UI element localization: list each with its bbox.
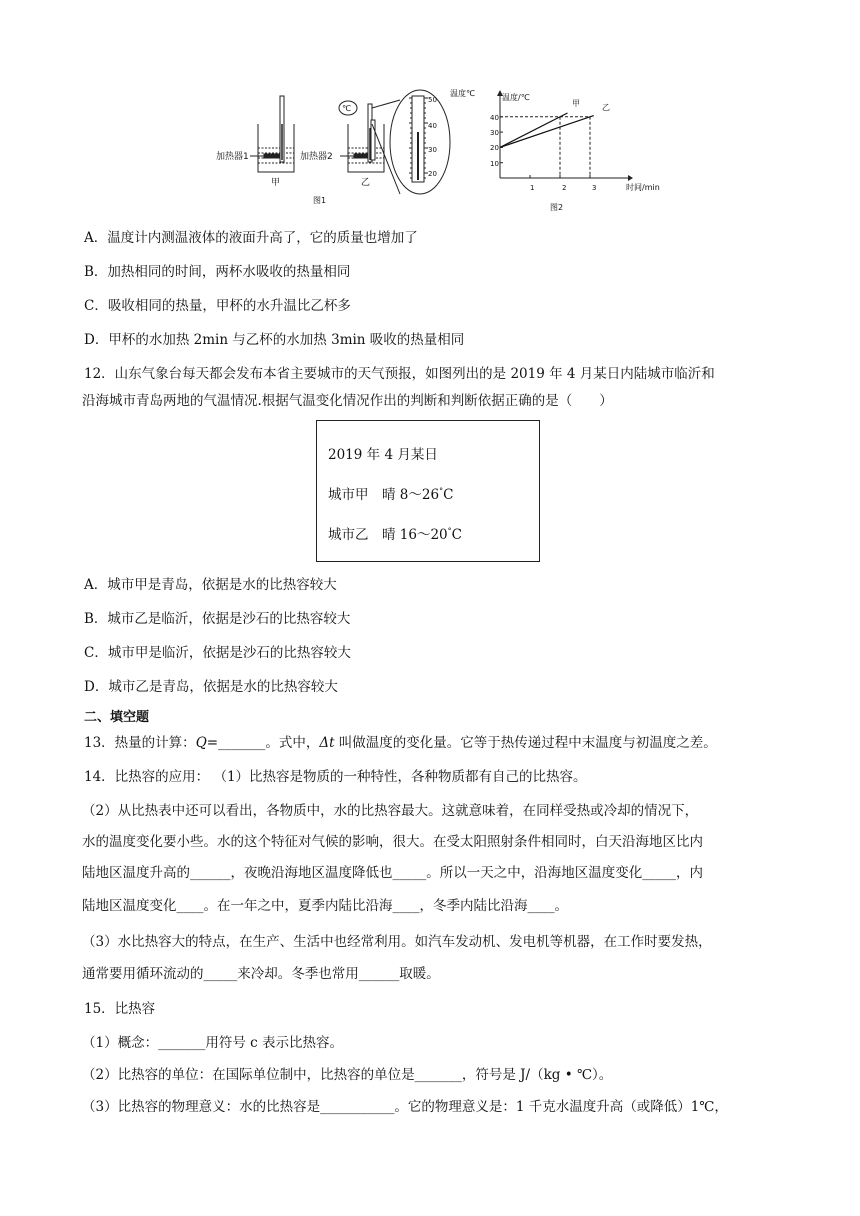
fig2-caption: 图2 [550, 203, 564, 212]
section2-title: 二、填空题 [84, 710, 150, 725]
experiment-figure [210, 84, 670, 214]
q12-option-a: A．城市甲是青岛，依据是水的比热容较大 [84, 577, 337, 593]
graph-ytick-20: 20 [490, 144, 499, 152]
q12-option-d: D．城市乙是青岛，依据是水的比热容较大 [84, 679, 338, 695]
q12-stem-line1: 12．山东气象台每天都会发布本省主要城市的天气预报，如图列出的是 2019 年 4 月某日内陆城市临沂和 [84, 366, 715, 382]
zoom-title: 温度℃ [450, 89, 475, 98]
q11-option-a: A．温度计内测温液体的液面升高了，它的质量也增加了 [84, 230, 418, 246]
zoom-tick-30: 30 [428, 146, 437, 154]
q14-line6: （3）水比热容大的特点，在生产、生活中也经常利用。如汽车发动机、发电机等机器，在工作时要发热， [82, 934, 712, 950]
graph-x-arrow [628, 175, 633, 181]
weather-table [316, 420, 540, 562]
beaker-a-label: 甲 [271, 178, 281, 188]
beaker-a [250, 96, 294, 172]
q14-line2: （2）从比热表中还可以看出，各物质中，水的比热容最大。这就意味着，在同样受热或冷却的情况下， [82, 803, 699, 819]
q12-option-b: B．城市乙是临沂，依据是沙石的比热容较大 [84, 611, 351, 627]
thermo-unit-bubble: ℃ [342, 104, 351, 113]
q15-title: 15．比热容 [84, 1001, 156, 1017]
q12-option-c: C．城市甲是临沂，依据是沙石的比热容较大 [84, 645, 351, 661]
q11-option-d: D．甲杯的水加热 2min 与乙杯的水加热 3min 吸收的热量相同 [84, 332, 465, 348]
heater1-label: 加热器1 [216, 152, 249, 162]
q14-line3: 水的温度变化要小些。水的这个特征对气候的影响，很大。在受太阳照射条件相同时，白天沿海地区比内 [82, 834, 703, 850]
thermometer-zoom [390, 90, 450, 194]
temperature-time-graph [497, 90, 633, 181]
heater2-label: 加热器2 [300, 152, 333, 162]
q14-line5: 陆地区温度变化____。在一年之中，夏季内陆比沿海____，冬季内陆比沿海____。 [82, 898, 568, 914]
q13: 13．热量的计算：Q=_______。式中，Δt 叫做温度的变化量。它等于热传递过程中末温度与初温度之差。 [84, 735, 717, 751]
q12-stem-line2: 沿海城市青岛两地的气温情况.根据气温变化情况作出的判断和判断依据正确的是（ ） [82, 393, 613, 409]
graph-ylabel: 温度/℃ [502, 93, 530, 102]
graph-xtick-2: 2 [562, 184, 567, 192]
q14-line1: 14．比热容的应用： （1）比热容是物质的一种特性，各种物质都有自己的比热容。 [84, 769, 587, 785]
graph-ytick-10: 10 [490, 160, 499, 168]
graph-xtick-1: 1 [530, 184, 535, 192]
weather-city-b: 城市乙 晴 16～20°C [328, 526, 462, 543]
weather-city-a: 城市甲 晴 8～26°C [328, 486, 454, 503]
graph-ytick-40: 40 [490, 114, 499, 122]
graph-xlabel: 时间/min [626, 183, 660, 192]
graph-xtick-3: 3 [592, 184, 597, 192]
series-a-label: 甲 [572, 99, 580, 108]
q15-line1: （1）概念：_______用符号 c 表示比热容。 [82, 1035, 343, 1051]
fig1-caption: 图1 [313, 196, 327, 205]
graph-ytick-30: 30 [490, 129, 499, 137]
q15-line3: （3）比热容的物理意义：水的比热容是___________。它的物理意义是：1 千克水温度升高（或降低）1℃， [82, 1099, 728, 1115]
zoom-tick-40: 40 [428, 122, 437, 130]
q14-line4: 陆地区温度升高的______，夜晚沿海地区温度降低也_____。所以一天之中，沿海地区温度变化_____，内 [82, 865, 703, 881]
q11-option-c: C．吸收相同的热量，甲杯的水升温比乙杯多 [84, 298, 351, 314]
beaker-b-label: 乙 [361, 178, 371, 188]
series-b-label: 乙 [602, 103, 610, 112]
q14-line7: 通常要用循环流动的_____来冷却。冬季也常用______取暖。 [82, 966, 440, 982]
zoom-tick-50: 50 [428, 96, 437, 104]
series-a-line [500, 113, 568, 147]
zoom-tick-20: 20 [428, 170, 437, 178]
series-b-line [500, 116, 594, 148]
q15-line2: （2）比热容的单位：在国际单位制中，比热容的单位是_______，符号是 J/（kg • ℃）。 [82, 1067, 613, 1083]
weather-date: 2019 年 4 月某日 [328, 447, 438, 463]
q11-option-b: B．加热相同的时间，两杯水吸收的热量相同 [84, 264, 351, 280]
